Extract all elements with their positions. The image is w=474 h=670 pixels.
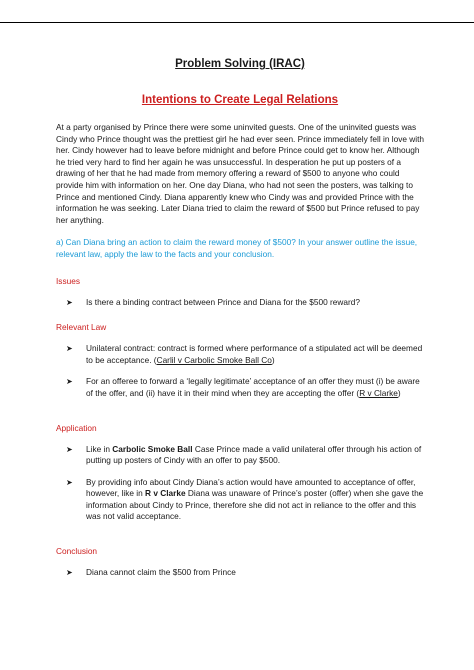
case-citation-clarke: R v Clarke (359, 387, 398, 398)
conclusion-bullet-1 (56, 567, 424, 579)
arrowhead-bullet-icon: ➤ (66, 377, 73, 387)
relevant-law-heading: Relevant Law (56, 322, 107, 333)
law-bullet-1 (56, 343, 424, 366)
issues-bullet-1 (56, 297, 424, 309)
question-text: a) Can Diana bring an action to claim the reward money of $500? In your answer outline the issue, relevant law, apply the law to the facts and your conclusion. (56, 237, 418, 259)
application-heading: Application (56, 422, 97, 433)
application-bullet-2 (56, 477, 424, 523)
arrowhead-bullet-icon: ➤ (66, 568, 73, 578)
issues-bullet-text: Is there a binding contract between Prince and Diana for the $500 reward? (86, 296, 360, 307)
document-page (56, 58, 424, 579)
conclusion-heading: Conclusion (56, 546, 98, 557)
law-bullet-2-text: For an offeree to forward a ‘legally legitimate’ acceptance of an offer they must (i) be aware of the offer, and (ii) have it in their mind when they are accepting the offer ( (86, 376, 420, 398)
arrowhead-bullet-icon: ➤ (66, 297, 73, 307)
case-name-carbolic: Carbolic Smoke Ball (112, 443, 193, 454)
conclusion-bullet-text: Diana cannot claim the $500 from Prince (86, 567, 236, 578)
document-subtitle: Intentions to Create Legal Relations (141, 94, 339, 106)
scenario-paragraph: At a party organised by Prince there were some uninvited guests. One of the uninvited guests was Cindy who Prince thought was the prettiest girl he had ever seen. Prince immediately fell in love with her. Cindy however had to leave before midnight and before Prince could get to know her. Although he tried very hard to find her again he was unsuccessful. In desperation he put up posters of a drawing of her that he had made from memory offering a reward of $500 to anyone who could provide him with information on her. One day Diana, who had not seen the posters, was talking to Prince and mentioned Cindy. Diana apparently knew who Cindy was and provided Prince with the information he was seeking. Later Diana tried to claim the reward of $500 but Prince refused to pay her anything. (56, 122, 425, 225)
arrowhead-bullet-icon: ➤ (66, 477, 73, 487)
header-rule (0, 22, 474, 23)
law-bullet-1-text: Unilateral contract: contract is formed where performance of a stipulated act will be deemed to be acceptance. ( (86, 343, 423, 365)
law-bullet-1-end: ) (271, 354, 275, 365)
law-bullet-2 (56, 376, 424, 399)
arrowhead-bullet-icon: ➤ (66, 444, 73, 454)
application-bullet-1-pre: Like in (86, 443, 113, 454)
case-name-clarke: R v Clarke (145, 488, 186, 499)
document-title: Problem Solving (IRAC) (175, 58, 305, 70)
arrowhead-bullet-icon: ➤ (66, 344, 73, 354)
application-bullet-1-post: Case Prince made a valid unilateral offer through his action of putting up posters of Cindy with an offer to pay $500. (86, 443, 422, 466)
law-bullet-2-end: ) (397, 387, 401, 398)
case-citation-carlil: Carlil v Carbolic Smoke Ball Co (156, 354, 272, 365)
issues-heading: Issues (56, 275, 80, 286)
application-bullet-2-pre: By providing info about Cindy Diana’s action would have amounted to acceptance of offer, however, like in (86, 476, 416, 499)
application-bullet-2-post: Diana was unaware of Prince’s poster (offer) when she gave the information about Cindy to Prince, therefore she did not act in reliance to the offer and this was not valid acceptance. (86, 488, 424, 522)
application-bullet-1 (56, 444, 424, 467)
